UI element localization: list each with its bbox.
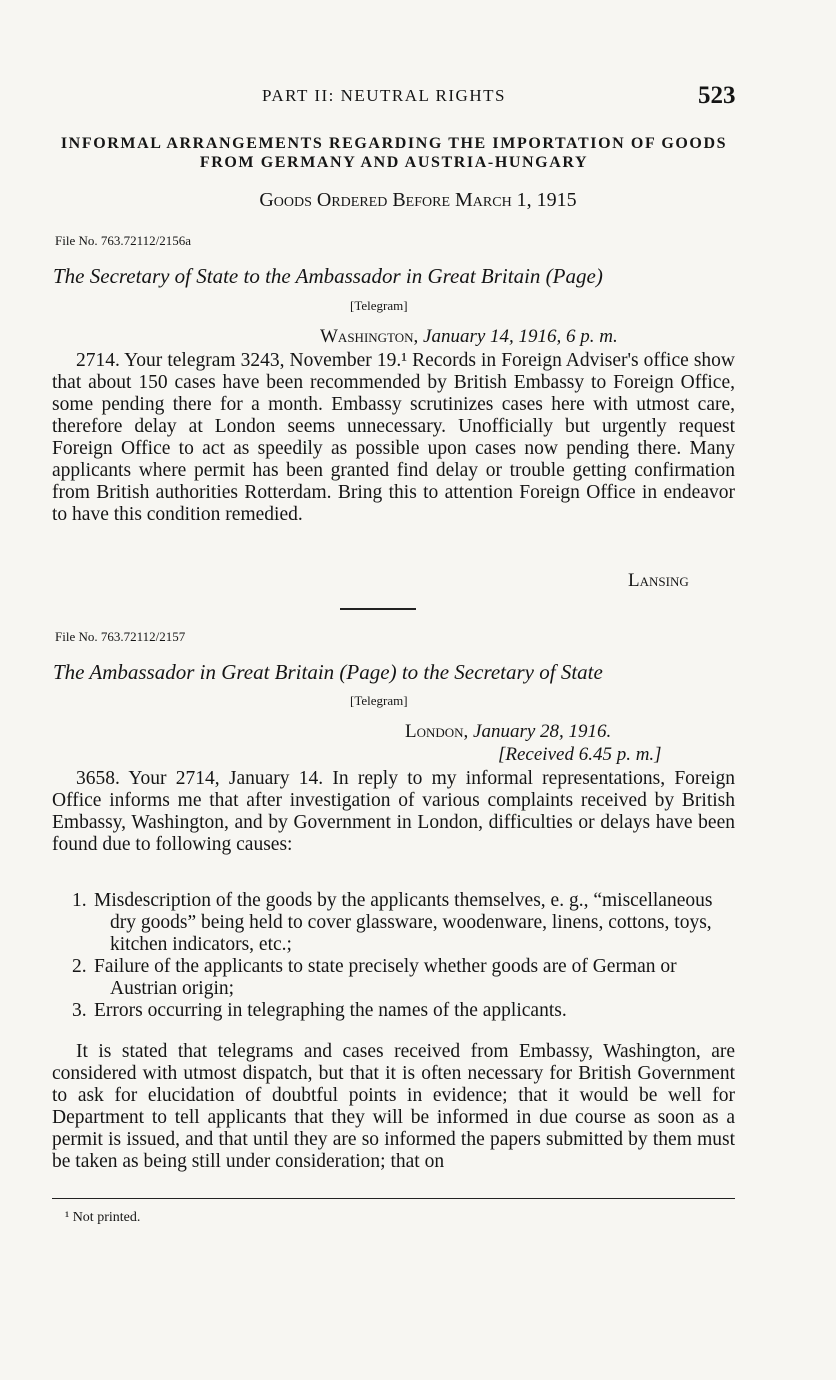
file-number-2: File No. 763.72112/2157 xyxy=(55,629,186,644)
telegram-tag-2: [Telegram] xyxy=(350,693,408,708)
dateline-1 xyxy=(320,326,618,348)
telegram-body-2-continued: It is stated that telegrams and cases received from Embassy, Washington, are considered with utmost dispatch, but that it is often necessary for British Government to ask for elucidation of doubtful points in evidence; that it would be well for Department to tell applicants that they will be informed in due course as soon as a permit is issued, and that until they are so informed the papers submitted by them must be taken as being still under consideration; that on xyxy=(52,1041,735,1172)
dateline-date-2: January 28, 1916. xyxy=(473,721,612,742)
dateline-date-1: January 14, 1916, 6 p. m. xyxy=(423,326,618,347)
section-title: INFORMAL ARRANGEMENTS REGARDING THE IMPORTATION OF GOODS FROM GERMANY AND AUSTRIA-HUNGARY xyxy=(60,135,728,171)
dateline-place-2: London, xyxy=(405,721,469,742)
signature-lansing: Lansing xyxy=(628,570,689,591)
document-heading-2: The Ambassador in Great Britain (Page) to the Secretary of State xyxy=(53,660,603,684)
received-time: [Received 6.45 p. m.] xyxy=(498,744,662,765)
footnote-rule xyxy=(52,1198,735,1199)
section-divider xyxy=(340,608,416,610)
dateline-place-1: Washington, xyxy=(320,326,419,347)
telegram-body-1: 2714. Your telegram 3243, November 19.¹ Records in Foreign Adviser's office show that about 150 cases have been recommended by British Embassy to Foreign Office, some pending there for a month. Embassy scrutinizes cases here with utmost care, therefore delay at London seems unnecessary. Unofficially but urgently request Foreign Office to act as speedily as possible upon cases now pending there. Many applicants where permit has been granted find delay or trouble getting confirmation from British authorities Rotterdam. Bring this to attention Foreign Office in endeavor to have this condition remedied. xyxy=(52,350,735,525)
cause-item: 3. Errors occurring in telegraphing the names of the applicants. xyxy=(72,1000,567,1021)
dateline-2 xyxy=(405,721,611,743)
footnote: ¹ Not printed. xyxy=(65,1210,141,1225)
file-number-1: File No. 763.72112/2156a xyxy=(55,233,192,248)
section-subtitle: Goods Ordered Before March 1, 1915 xyxy=(259,189,577,211)
page-number: 523 xyxy=(698,82,736,109)
cause-item: 2. Failure of the applicants to state precisely whether goods are of German or Austrian origin; xyxy=(72,956,677,999)
telegram-tag-1: [Telegram] xyxy=(350,298,408,313)
running-head: PART II: NEUTRAL RIGHTS xyxy=(262,86,506,105)
cause-item: 1. Misdescription of the goods by the applicants themselves, e. g., “miscellaneous dry goods” being held to cover glassware, woodenware, linens, cottons, toys, kitchen indicators, etc.; xyxy=(72,890,713,955)
telegram-body-2-intro: 3658. Your 2714, January 14. In reply to my informal representations, Foreign Office informs me that after investigation of various complaints received by British Embassy, Washington, and by Government in London, difficulties or delays have been found due to following causes: xyxy=(52,768,735,855)
causes-list xyxy=(52,890,735,1022)
document-heading-1: The Secretary of State to the Ambassador in Great Britain (Page) xyxy=(53,264,603,288)
